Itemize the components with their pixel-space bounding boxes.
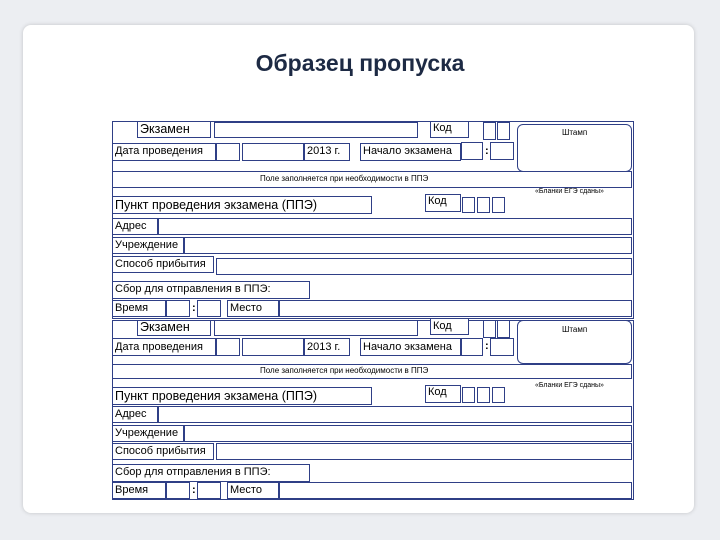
code-label: Код [428, 195, 447, 207]
ppe-code-cell[interactable] [462, 197, 475, 213]
stamp-label: Штамп [562, 128, 588, 137]
exam-month-field[interactable] [242, 143, 304, 161]
arrival-method-label: Способ прибытия [115, 258, 206, 270]
place-field[interactable] [279, 300, 632, 317]
ppe-code-cell[interactable] [477, 197, 490, 213]
code-cell[interactable] [497, 122, 510, 140]
assembly-label: Сбор для отправления в ППЭ: [115, 466, 271, 478]
exam-start-label: Начало экзамена [363, 145, 452, 157]
ppe-code-cell[interactable] [462, 387, 475, 403]
year-label: 2013 г. [307, 145, 341, 157]
place-field[interactable] [279, 482, 632, 499]
exam-name-field[interactable] [214, 122, 418, 138]
assembly-minutes-field[interactable] [197, 300, 221, 317]
forms-delivered-note: «Бланки ЕГЭ сданы» [535, 188, 604, 195]
optional-note: Поле заполняется при необходимости в ППЭ [260, 174, 429, 183]
optional-note: Поле заполняется при необходимости в ППЭ [260, 366, 429, 375]
exam-month-field[interactable] [242, 338, 304, 356]
start-minutes-field[interactable] [490, 142, 514, 160]
stamp-label: Штамп [562, 325, 588, 334]
address-label: Адрес [115, 408, 147, 420]
arrival-method-field[interactable] [216, 258, 632, 275]
exam-name-field[interactable] [214, 320, 418, 336]
time-separator: : [485, 340, 489, 352]
exam-label: Экзамен [140, 320, 190, 334]
time-separator: : [192, 302, 196, 314]
exam-label: Экзамен [140, 122, 190, 136]
institution-field[interactable] [184, 425, 632, 442]
assembly-label: Сбор для отправления в ППЭ: [115, 283, 271, 295]
code-label: Код [428, 386, 447, 398]
page-title: Образец пропуска [255, 50, 465, 76]
exam-day-field[interactable] [216, 338, 240, 356]
start-hours-field[interactable] [461, 338, 483, 356]
time-separator: : [485, 145, 489, 157]
code-cell[interactable] [483, 122, 496, 140]
time-separator: : [192, 484, 196, 496]
time-label: Время [115, 302, 149, 314]
exam-date-label: Дата проведения [115, 145, 203, 157]
ppe-code-cell[interactable] [477, 387, 490, 403]
code-label: Код [433, 122, 452, 134]
arrival-method-label: Способ прибытия [115, 445, 206, 457]
forms-delivered-note: «Бланки ЕГЭ сданы» [535, 382, 604, 389]
code-cell[interactable] [497, 320, 510, 338]
exam-start-label: Начало экзамена [363, 341, 452, 353]
ppe-label: Пункт проведения экзамена (ППЭ) [115, 389, 317, 403]
assembly-hours-field[interactable] [166, 300, 190, 317]
address-field[interactable] [158, 218, 632, 235]
time-label: Время [115, 484, 149, 496]
start-minutes-field[interactable] [490, 338, 514, 356]
institution-label: Учреждение [115, 239, 179, 251]
assembly-minutes-field[interactable] [197, 482, 221, 499]
exam-day-field[interactable] [216, 143, 240, 161]
institution-field[interactable] [184, 237, 632, 254]
start-hours-field[interactable] [461, 142, 483, 160]
ppe-code-cell[interactable] [492, 197, 505, 213]
ppe-code-cell[interactable] [492, 387, 505, 403]
ppe-label: Пункт проведения экзамена (ППЭ) [115, 198, 317, 212]
address-label: Адрес [115, 220, 147, 232]
assembly-hours-field[interactable] [166, 482, 190, 499]
code-label: Код [433, 320, 452, 332]
arrival-method-field[interactable] [216, 443, 632, 460]
exam-date-label: Дата проведения [115, 341, 203, 353]
year-label: 2013 г. [307, 341, 341, 353]
code-cell[interactable] [483, 320, 496, 338]
institution-label: Учреждение [115, 427, 179, 439]
address-field[interactable] [158, 406, 632, 423]
place-label: Место [230, 302, 262, 314]
place-label: Место [230, 484, 262, 496]
